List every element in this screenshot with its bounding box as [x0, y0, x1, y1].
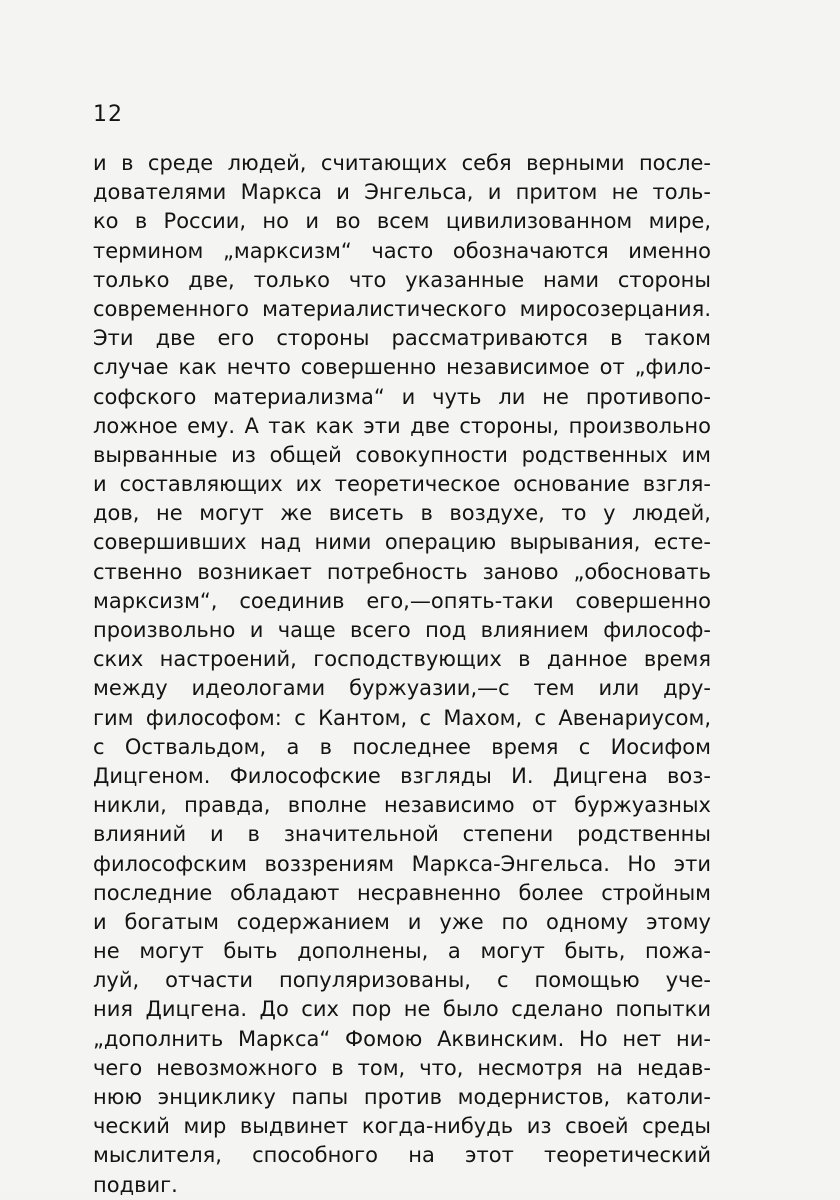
text-line: нюю энциклику папы против модернистов, католи- — [93, 1085, 711, 1109]
text-line: Дицгеном. Философские взгляды И. Дицгена воз- — [93, 763, 711, 788]
text-line: мыслителя, способного на этот теоретический — [93, 1143, 711, 1168]
text-line: ложное ему. А так как эти две стороны, произвольно — [93, 413, 711, 438]
text-line: дов, не могут же висеть в воздухе, то у людей, — [93, 501, 711, 526]
text-line: ко в России, но и во всем цивилизованном мире, — [93, 209, 711, 234]
text-line: только две, только что указанные нами стороны — [93, 267, 711, 292]
text-line: ния Дицгена. До сих пор не было сделано попытки — [93, 997, 711, 1022]
text-line: дователями Маркса и Энгельса, и притом не толь- — [93, 180, 711, 205]
text-line: марксизм“, соединив его,—опять-таки совершенно — [93, 588, 711, 613]
text-line: гим философом: с Кантом, с Махом, с Авенариусом, — [93, 705, 711, 730]
text-line: софского материализма“ и чуть ли не противопо- — [93, 384, 711, 409]
text-line: ческий мир выдвинет когда-нибудь из своей среды — [93, 1114, 711, 1139]
text-line: термином „марксизм“ часто обозначаются именно — [93, 238, 711, 263]
text-line: ственно возникает потребность заново „обосновать — [93, 559, 711, 584]
text-line: влияний и в значительной степени родственны — [93, 822, 711, 847]
text-line: и богатым содержанием и уже по одному этому — [93, 909, 711, 934]
text-line: Эти две его стороны рассматриваются в таком — [93, 326, 711, 351]
text-line: и в среде людей, считающих себя верными после- — [93, 151, 711, 175]
text-line: совершивших над ними операцию вырывания, есте- — [93, 530, 711, 555]
text-line: с Оствальдом, а в последнее время с Иосифом — [93, 734, 711, 759]
text-line: современного материалистического миросозерцания. — [93, 296, 711, 321]
text-line: ских настроений, господствующих в данное время — [93, 647, 711, 672]
text-line: философским воззрениям Маркса-Энгельса. Но эти — [93, 851, 711, 876]
text-line: между идеологами буржуазии,—с тем или дру- — [93, 676, 711, 701]
text-line: не могут быть дополнены, а могут быть, пожа- — [93, 939, 711, 964]
text-line: и составляющих их теоретическое основание взгля- — [93, 472, 711, 497]
text-line: вырванные из общей совокупности родственных им — [93, 442, 711, 467]
text-line: „дополнить Маркса“ Фомою Аквинским. Но нет ни- — [93, 1026, 711, 1051]
text-line: никли, правда, вполне независимо от буржуазных — [93, 793, 711, 818]
text-line: случае как нечто совершенно независимое от „фило- — [93, 355, 711, 380]
text-line: произвольно и чаще всего под влиянием философ- — [93, 618, 711, 642]
text-body — [93, 149, 711, 1200]
text-line: последние обладают несравненно более стройным — [93, 880, 711, 905]
text-line: подвиг. — [93, 1172, 178, 1197]
text-line: луй, отчасти популяризованы, с помощью уче- — [93, 968, 711, 993]
page-number: 12 — [93, 102, 123, 127]
text-line: чего невозможного в том, что, несмотря на недав- — [93, 1055, 711, 1080]
